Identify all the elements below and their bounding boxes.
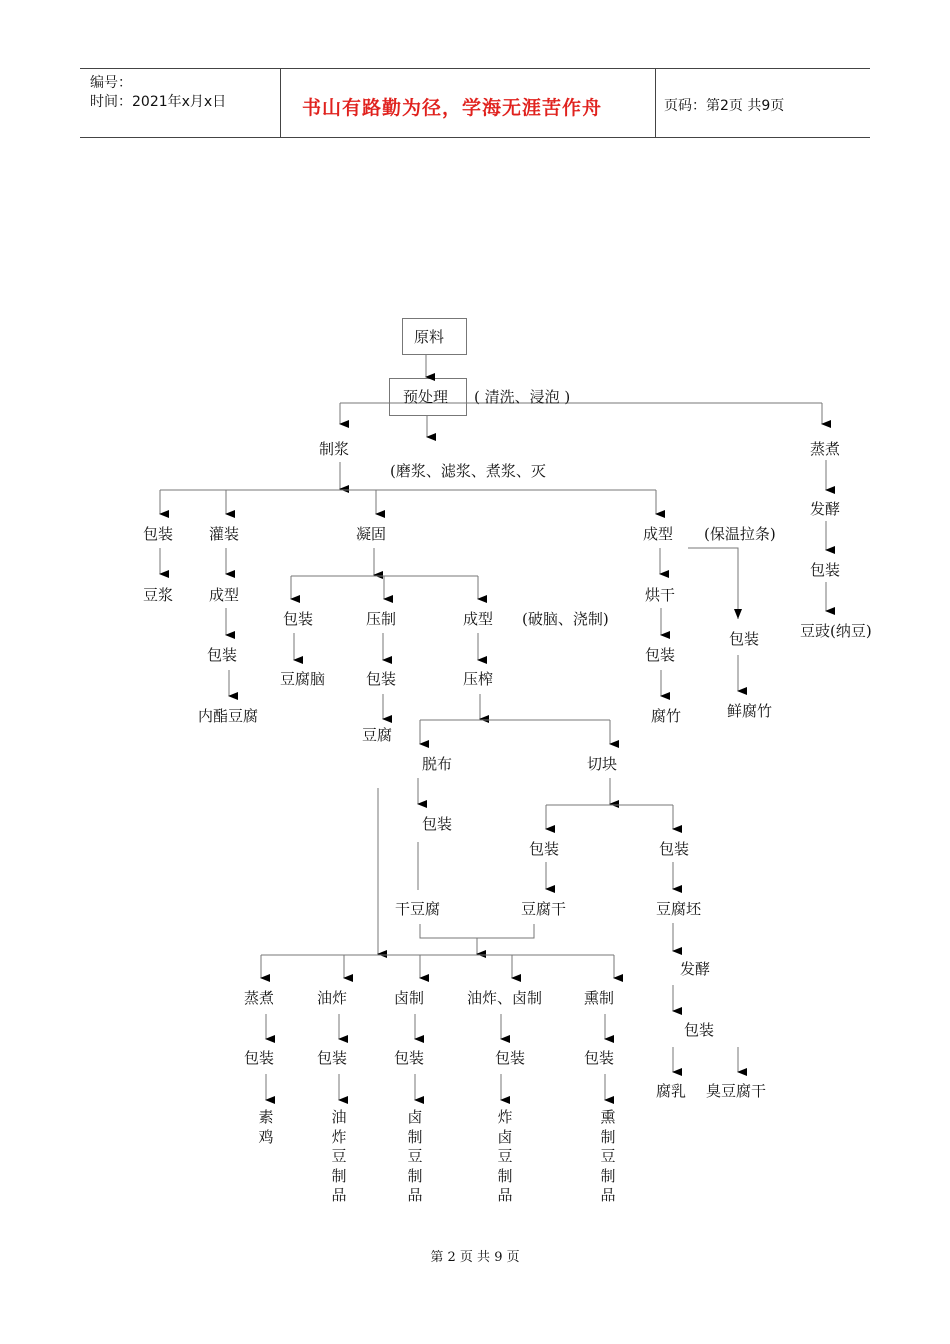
node-yuba: 腐竹 (651, 707, 682, 725)
node-pack-c: 包装 (283, 610, 314, 628)
node-fill: 灌装 (209, 525, 240, 543)
node-tofu-blank: 豆腐坯 (656, 900, 702, 918)
note-form-yuba: (保温拉条) (704, 525, 776, 543)
node-pack-o: 包装 (584, 1049, 615, 1067)
node-pack-l: 包装 (317, 1049, 348, 1067)
node-form-a: 成型 (209, 586, 240, 604)
node-fermented-tofu: 腐乳 (656, 1082, 687, 1100)
page-indicator: 页码：第2页 共9页 (664, 98, 785, 114)
node-pretreatment: 预处理 (403, 388, 449, 406)
node-fry: 油炸 (317, 989, 348, 1007)
node-coagulate: 凝固 (356, 525, 387, 543)
note-pretreatment: ( 清洗、浸泡 ) (474, 388, 571, 406)
node-pack-a: 包装 (143, 525, 174, 543)
node-form-yuba: 成型 (643, 525, 674, 543)
node-pack-n: 包装 (495, 1049, 526, 1067)
node-pack-m: 包装 (394, 1049, 425, 1067)
node-fresh-yuba: 鲜腐竹 (727, 702, 773, 720)
node-fried-braised-products: 炸卤豆制品 (497, 1108, 513, 1204)
node-lactone-tofu: 内酯豆腐 (198, 707, 259, 725)
node-pack-d: 包装 (366, 670, 397, 688)
node-decloth: 脱布 (422, 755, 453, 773)
node-pack-i: 包装 (659, 840, 690, 858)
note-form-b: (破脑、浇制) (522, 610, 609, 628)
node-braised-products: 卤制豆制品 (407, 1108, 423, 1204)
node-stinky-tofu: 臭豆腐干 (706, 1082, 767, 1100)
node-pack-h: 包装 (529, 840, 560, 858)
node-smoke: 熏制 (584, 989, 615, 1007)
node-smoked-products: 熏制豆制品 (600, 1108, 616, 1204)
node-raw-material: 原料 (414, 328, 445, 346)
node-fried-products: 油炸豆制品 (331, 1108, 347, 1204)
node-pack-j: 包装 (684, 1021, 715, 1039)
node-steam-b: 蒸煮 (244, 989, 275, 1007)
node-fry-braise: 油炸、卤制 (467, 989, 543, 1007)
node-natto: 豆豉(纳豆) (800, 622, 872, 640)
doc-time-label: 时间：2021年x月x日 (90, 94, 227, 110)
node-pack-b: 包装 (207, 646, 238, 664)
node-pack-f: 包装 (729, 630, 760, 648)
node-tofu-pudding: 豆腐脑 (280, 670, 326, 688)
doc-number-label: 编号： (90, 75, 132, 91)
node-dried-tofu-b: 豆腐干 (521, 900, 567, 918)
node-dried-tofu-a: 干豆腐 (395, 900, 441, 918)
node-pack-k: 包装 (244, 1049, 275, 1067)
node-dry: 烘干 (645, 586, 676, 604)
node-tofu: 豆腐 (362, 726, 393, 744)
node-ferment-b: 发酵 (680, 960, 711, 978)
node-dice: 切块 (587, 755, 618, 773)
node-pack-e: 包装 (645, 646, 676, 664)
node-ferment-top: 发酵 (810, 500, 841, 518)
node-steam-top: 蒸煮 (810, 440, 841, 458)
node-braise: 卤制 (394, 989, 425, 1007)
page-footer: 第 2 页 共 9 页 (430, 1250, 520, 1265)
node-squeeze: 压榨 (463, 670, 494, 688)
node-pack-g: 包装 (422, 815, 453, 833)
node-soymilk: 豆浆 (143, 586, 174, 604)
header-motto: 书山有路勤为径，学海无涯苦作舟 (302, 97, 603, 119)
node-pulping: 制浆 (319, 440, 350, 458)
node-form-b: 成型 (463, 610, 494, 628)
node-press: 压制 (366, 610, 397, 628)
node-pack-natto: 包装 (810, 561, 841, 579)
note-pulping: (磨浆、滤浆、煮浆、灭 (390, 462, 546, 480)
node-veg-chicken: 素鸡 (258, 1108, 274, 1146)
